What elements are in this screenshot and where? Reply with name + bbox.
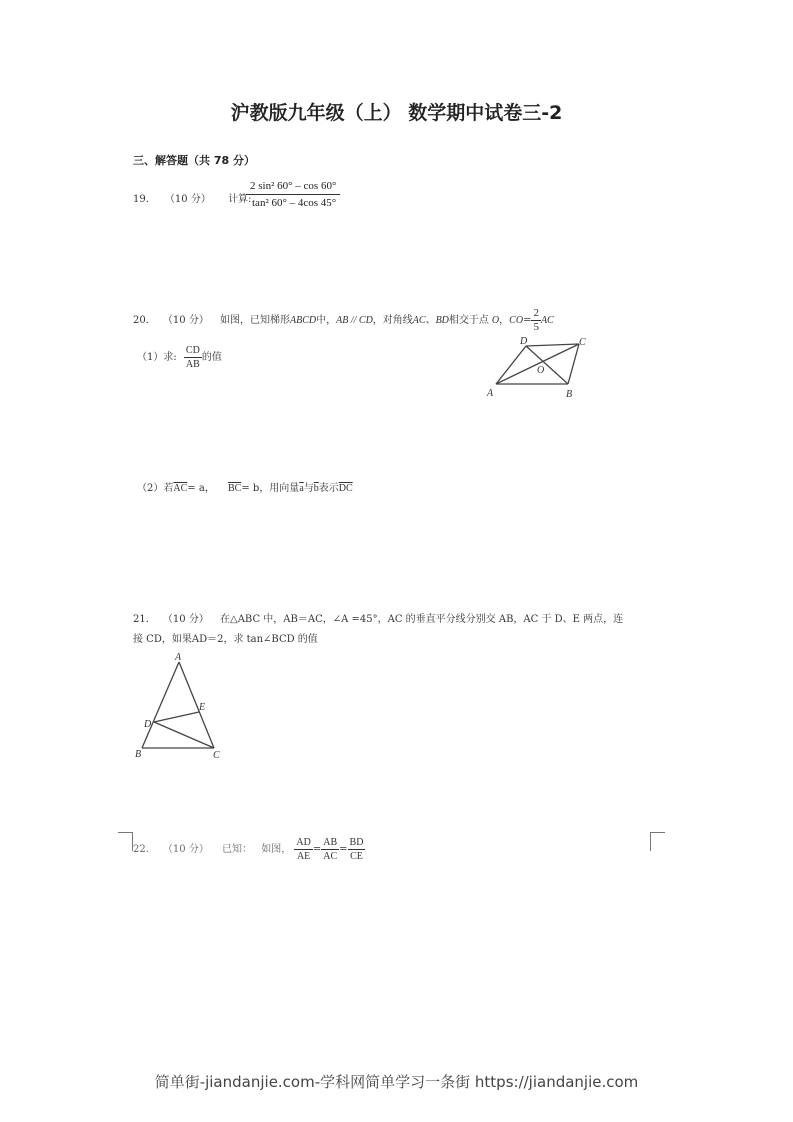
q20-text: 相交于点 [448, 315, 489, 326]
q21-text-line2: 接 CD，如果AD＝2，求 tan∠BCD 的值 [133, 634, 318, 645]
q22-fraction-3 [348, 836, 366, 863]
q20-p2-label: （2）若 [137, 483, 174, 494]
q22-f1-num: AD [296, 837, 311, 848]
fig20-label-o: O [537, 365, 545, 376]
q22-score: （10 分） [162, 844, 209, 855]
q19-number: 19． [133, 194, 156, 205]
q19-score: （10 分） [164, 194, 211, 205]
q20-number: 20． [133, 315, 156, 326]
q22-fraction-1 [294, 836, 312, 863]
q20-p2-text: ， [204, 483, 215, 494]
q20-bd: BD [435, 315, 449, 326]
q20-p2-vec-ac: $\overline{AC}$ [173, 483, 188, 494]
q20-p2-vec-b: $\overline{b}$ [313, 483, 319, 494]
q22-fig-label: 如图， [261, 844, 292, 855]
q20-p2-vec-bc: $\overline{BC}$ [228, 483, 242, 494]
q20-trapezoid-figure [482, 330, 592, 402]
q20-p2-vec-dc: $\overline{DC}$ [338, 483, 353, 494]
q22-known: 已知： [222, 844, 253, 855]
q22-f3-num: BD [349, 837, 364, 848]
q19-instruction: 计算: [228, 194, 252, 205]
q20-ratio-num: 2 [533, 307, 539, 319]
q20-part1 [137, 344, 222, 371]
q20-co: CO [509, 315, 524, 326]
q20-part2 [137, 479, 353, 494]
q19-denominator: tan² 60° – 4cos 45° [252, 197, 337, 209]
question-19 [133, 190, 251, 205]
fig21-label-b: B [135, 749, 142, 760]
q22-f3-den: CE [350, 851, 363, 862]
q20-eq: = [523, 315, 532, 326]
q20-ratio-den: 5 [533, 321, 539, 333]
fig21-label-c: C [213, 750, 220, 761]
fig21-label-d: D [144, 719, 152, 730]
q20-p2-vec-a: $\overline{a}$ [299, 483, 304, 494]
q22-eq: = [312, 844, 322, 855]
q22-fraction-2 [321, 836, 339, 863]
q20-score: （10 分） [162, 315, 209, 326]
q20-p1-label: （1）求: [137, 352, 177, 363]
q20-ac: AC [412, 315, 426, 326]
fig20-label-c: C [579, 337, 586, 348]
page-title: 沪教版九年级（上） 数学期中试卷三-2 [230, 102, 563, 124]
fig20-label-a: A [487, 388, 494, 399]
q20-parallel: AB // CD [336, 315, 373, 326]
section-header: 三、解答题（共 78 分） [133, 154, 255, 167]
corner-mark-right [650, 832, 665, 851]
q22-f2-den: AC [323, 851, 338, 862]
q20-text: 中， [316, 315, 337, 326]
fig21-label-a: A [175, 652, 182, 663]
q22-number: 22． [133, 844, 156, 855]
question-21 [133, 610, 663, 650]
q20-o: O [491, 315, 500, 326]
q21-score: （10 分） [162, 614, 209, 625]
q20-p2-text: 与 [303, 483, 314, 494]
q20-text: 如图，已知梯形 [220, 315, 291, 326]
q20-p1-num: CD [185, 345, 200, 356]
q21-text-line1: 在△ABC 中，AB＝AC，∠A =45°，AC 的垂直平分线分别交 AB，AC 于 D、E 两点，连 [220, 614, 624, 625]
q20-text: ，对角线 [372, 315, 413, 326]
q19-numerator: 2 sin² 60° – cos 60° [246, 180, 340, 195]
footer-watermark: 简单街-jiandanjie.com-学科网简单学习一条街 https://jiandanjie.com [154, 1073, 639, 1091]
q20-ac2: AC [540, 315, 554, 326]
q20-p2-eq-b: = b [241, 483, 260, 494]
q20-p2-text: ，用向量 [259, 483, 300, 494]
corner-mark-left [118, 832, 133, 851]
q22-f1-den: AE [296, 851, 311, 862]
q20-text: ， [499, 315, 510, 326]
q20-p2-text: 表示 [318, 483, 339, 494]
q20-abcd: ABCD [290, 315, 317, 326]
q22-f2-num: AB [323, 837, 338, 848]
q20-text: 、 [425, 315, 436, 326]
q19-fraction [246, 180, 340, 209]
fig20-label-d: D [520, 336, 528, 347]
q21-number: 21． [133, 614, 156, 625]
q20-p1-fraction [184, 344, 202, 371]
q21-triangle-figure [130, 650, 230, 765]
q20-p2-eq-a: = a [187, 483, 205, 494]
q20-p1-tail: 的值 [201, 352, 222, 363]
fig21-label-e: E [199, 702, 206, 713]
q20-p1-den: AB [185, 359, 200, 370]
question-22 [133, 836, 365, 863]
q22-eq: = [339, 844, 348, 855]
fig20-label-b: B [566, 389, 573, 400]
